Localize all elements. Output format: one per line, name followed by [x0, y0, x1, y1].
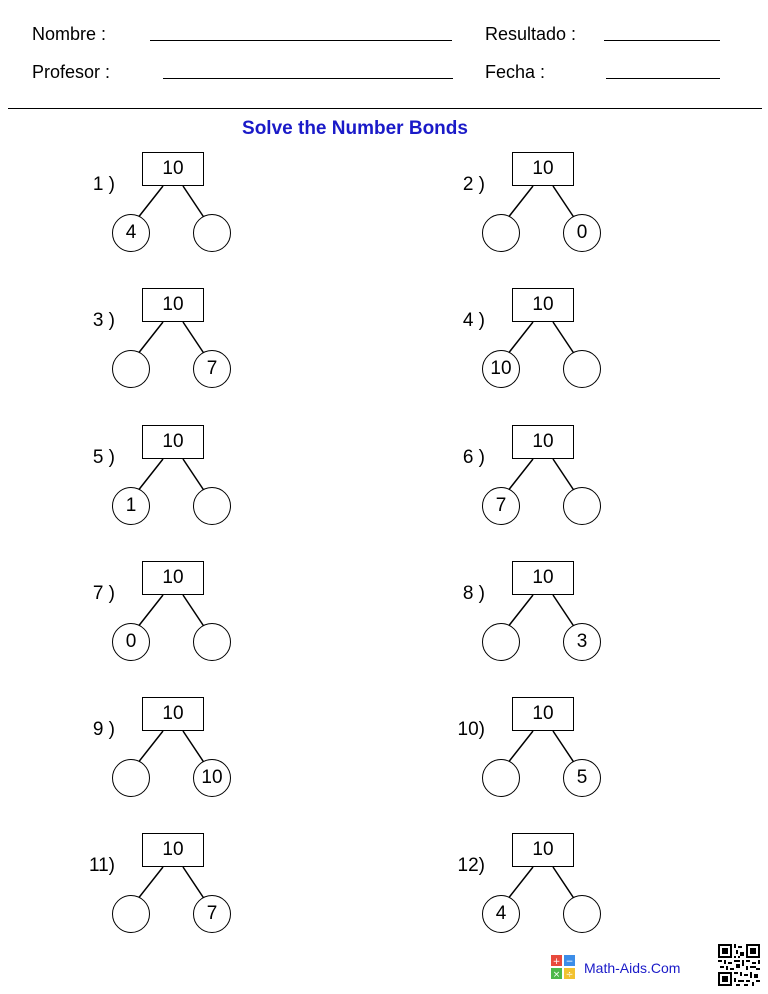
right-part-circle[interactable]	[193, 487, 231, 525]
date-label: Fecha :	[485, 62, 546, 82]
whole-box: 10	[142, 152, 204, 186]
right-connector-line	[183, 595, 205, 628]
right-connector-line	[553, 731, 575, 764]
left-connector-line	[507, 731, 533, 764]
problem-number: 10)	[457, 719, 485, 740]
left-connector-line	[137, 459, 163, 492]
right-connector-line	[183, 186, 205, 219]
number-bond-problem	[55, 561, 355, 671]
whole-box: 10	[512, 561, 574, 595]
score-label: Resultado :	[485, 24, 577, 44]
left-connector-line	[507, 867, 533, 900]
number-bond-problem	[425, 697, 725, 807]
left-part-circle[interactable]	[482, 214, 520, 252]
left-connector-line	[507, 322, 533, 355]
left-part-circle: 4	[482, 895, 520, 933]
right-part-circle[interactable]	[193, 623, 231, 661]
number-bond-problem	[55, 288, 355, 398]
score-field[interactable]	[604, 40, 720, 41]
right-part-circle: 5	[563, 759, 601, 797]
left-connector-line	[137, 867, 163, 900]
number-bond-problem	[55, 152, 355, 262]
whole-box: 10	[142, 833, 204, 867]
right-part-circle: 7	[193, 350, 231, 388]
teacher-field[interactable]	[163, 78, 453, 79]
number-bond-problem	[425, 833, 725, 943]
header-divider	[8, 108, 762, 109]
number-bond-problem	[425, 152, 725, 262]
right-connector-line	[553, 459, 575, 492]
left-connector-line	[137, 322, 163, 355]
whole-box: 10	[512, 425, 574, 459]
right-part-circle[interactable]	[563, 350, 601, 388]
name-field[interactable]	[150, 40, 452, 41]
whole-box: 10	[142, 288, 204, 322]
whole-box: 10	[142, 425, 204, 459]
right-connector-line	[183, 867, 205, 900]
svg-text:+: +	[552, 957, 561, 967]
problem-number: 11)	[88, 855, 115, 876]
left-connector-line	[507, 595, 533, 628]
left-part-circle: 1	[112, 487, 150, 525]
whole-box: 10	[512, 697, 574, 731]
left-part-circle: 4	[112, 214, 150, 252]
site-link[interactable]: Math-Aids.Com	[584, 960, 681, 976]
problem-number: 6 )	[462, 447, 485, 468]
name-label: Nombre :	[32, 24, 107, 44]
left-connector-line	[137, 731, 163, 764]
right-part-circle[interactable]	[193, 214, 231, 252]
right-connector-line	[183, 731, 205, 764]
left-part-circle: 7	[482, 487, 520, 525]
whole-box: 10	[512, 288, 574, 322]
problem-number: 9 )	[92, 719, 115, 740]
whole-box: 10	[512, 833, 574, 867]
right-part-circle[interactable]	[563, 895, 601, 933]
problem-number: 12)	[457, 855, 485, 876]
problem-number: 1 )	[92, 174, 115, 195]
number-bond-problem	[425, 561, 725, 671]
left-part-circle: 10	[482, 350, 520, 388]
number-bond-problem	[55, 697, 355, 807]
right-part-circle: 10	[193, 759, 231, 797]
number-bond-problem	[55, 833, 355, 943]
number-bond-problem	[55, 425, 355, 535]
right-part-circle[interactable]	[563, 487, 601, 525]
svg-text:−: −	[565, 957, 574, 967]
whole-box: 10	[512, 152, 574, 186]
problem-number: 2 )	[462, 174, 485, 195]
number-bond-problem	[425, 288, 725, 398]
whole-box: 10	[142, 561, 204, 595]
left-part-circle[interactable]	[112, 895, 150, 933]
left-connector-line	[137, 186, 163, 219]
math-aids-logo-icon	[551, 955, 575, 979]
left-connector-line	[507, 459, 533, 492]
number-bond-problem	[425, 425, 725, 535]
right-connector-line	[553, 867, 575, 900]
date-field[interactable]	[606, 78, 720, 79]
left-part-circle[interactable]	[482, 759, 520, 797]
right-connector-line	[183, 322, 205, 355]
right-part-circle: 7	[193, 895, 231, 933]
svg-text:÷: ÷	[565, 970, 574, 979]
right-connector-line	[553, 595, 575, 628]
right-connector-line	[553, 322, 575, 355]
right-connector-line	[183, 459, 205, 492]
teacher-label: Profesor :	[32, 62, 111, 82]
problem-number: 3 )	[92, 310, 115, 331]
right-connector-line	[553, 186, 575, 219]
problem-number: 8 )	[462, 583, 485, 604]
worksheet-title: Solve the Number Bonds	[242, 118, 468, 139]
right-part-circle: 0	[563, 214, 601, 252]
left-part-circle[interactable]	[112, 350, 150, 388]
problem-number: 5 )	[92, 447, 115, 468]
qr-code-icon	[718, 944, 760, 986]
left-connector-line	[507, 186, 533, 219]
left-connector-line	[137, 595, 163, 628]
problem-number: 4 )	[462, 310, 485, 331]
left-part-circle[interactable]	[482, 623, 520, 661]
whole-box: 10	[142, 697, 204, 731]
left-part-circle[interactable]	[112, 759, 150, 797]
right-part-circle: 3	[563, 623, 601, 661]
problem-number: 7 )	[92, 583, 115, 604]
left-part-circle: 0	[112, 623, 150, 661]
svg-text:×: ×	[552, 970, 561, 979]
